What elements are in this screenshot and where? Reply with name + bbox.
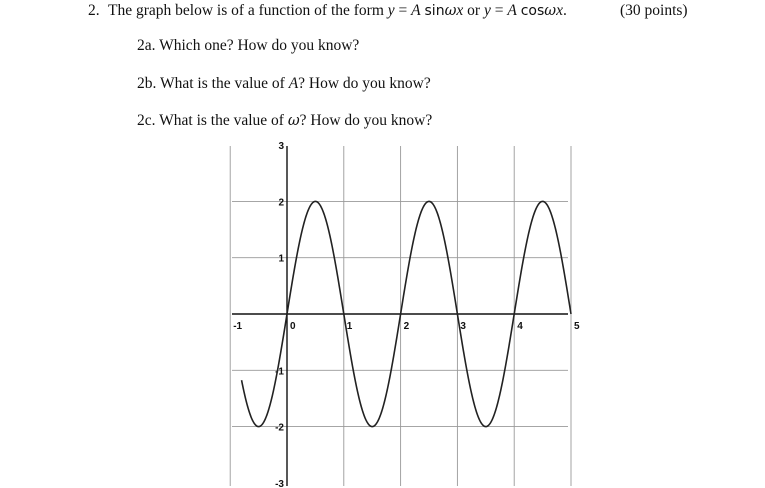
math-y-2: y xyxy=(483,2,491,19)
y-tick-label: -2 xyxy=(275,422,284,434)
part-2a-text: Which one? How do you know? xyxy=(159,37,360,54)
x-tick-label: 5 xyxy=(574,321,580,332)
x-tick-label: 1 xyxy=(346,321,353,332)
part-2b-label: 2b. xyxy=(137,75,157,92)
y-tick-label: 3 xyxy=(278,141,284,153)
part-2c-text-after: ? How do you know? xyxy=(299,112,433,129)
math-eq-2: = xyxy=(494,2,504,19)
part-2a-label: 2a. xyxy=(137,37,156,54)
y-tick-label: -3 xyxy=(275,478,284,488)
part-2c-label: 2c. xyxy=(137,112,156,129)
math-a-1: A xyxy=(411,2,421,19)
x-tick-label: 0 xyxy=(290,321,296,332)
math-eq-1: = xyxy=(398,2,408,19)
x-tick-label: -1 xyxy=(233,321,243,332)
x-tick-label: 3 xyxy=(460,321,466,332)
math-period: . xyxy=(562,2,567,19)
x-tick-label: 2 xyxy=(403,321,410,332)
math-x-1: x xyxy=(456,2,464,19)
y-tick-label: -1 xyxy=(275,366,284,378)
math-y-1: y xyxy=(387,2,395,19)
math-omega-1: ω xyxy=(444,3,457,19)
math-cos: cos xyxy=(520,3,545,19)
part-2c-var: ω xyxy=(287,113,300,129)
part-2b-text-after: ? How do you know? xyxy=(298,75,431,92)
math-sin: sin xyxy=(424,3,445,19)
part-2b-var: A xyxy=(288,75,299,92)
question-lead: The graph below is of a function of the form xyxy=(108,2,384,19)
x-tick-label: 4 xyxy=(517,321,523,332)
part-2b-text-before: What is the value of xyxy=(159,75,285,92)
math-omega-2: ω xyxy=(544,3,557,19)
y-tick-label: 2 xyxy=(278,197,284,209)
question-points: (30 points) xyxy=(620,2,688,19)
question-or: or xyxy=(467,2,481,19)
part-2c-text-before: What is the value of xyxy=(159,112,284,129)
y-tick-label: 1 xyxy=(278,253,284,265)
math-x-2: x xyxy=(556,2,563,19)
question-number: 2. xyxy=(88,2,100,19)
math-a-2: A xyxy=(507,2,517,19)
